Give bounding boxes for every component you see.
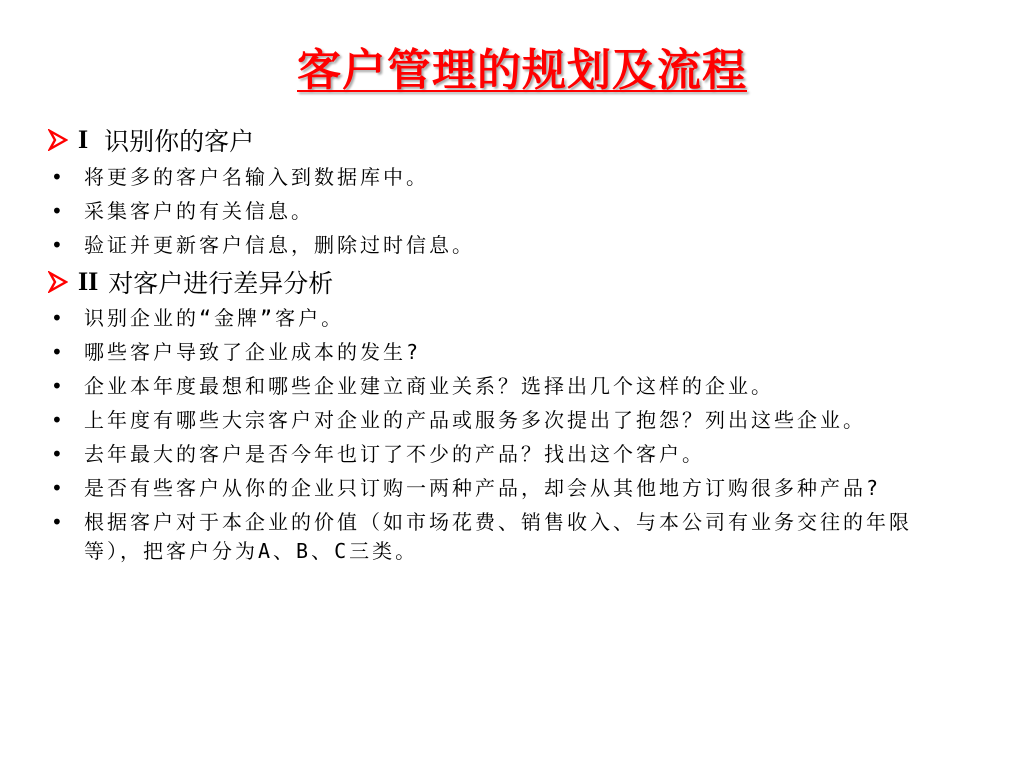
bullet-dot-icon: • — [51, 510, 63, 534]
list-item — [48, 406, 968, 435]
bullet-dot-icon: • — [51, 165, 63, 189]
bullet-dot-icon: • — [51, 233, 63, 257]
item-text: 采集客户的有关信息。 — [84, 199, 314, 223]
list-item — [48, 508, 968, 566]
list-item — [48, 304, 968, 333]
section-number: II — [78, 267, 99, 296]
item-text: 是否有些客户从你的企业只订购一两种产品，却会从其他地方订购很多种产品? — [84, 476, 882, 500]
bullet-dot-icon: • — [51, 408, 63, 432]
list-item — [48, 474, 968, 503]
bullet-dot-icon: • — [51, 442, 63, 466]
list-item — [48, 231, 968, 260]
list-item — [48, 338, 968, 367]
item-text: 将更多的客户名输入到数据库中。 — [84, 165, 429, 189]
list-item — [48, 197, 968, 226]
item-text: 识别企业的“金牌”客户。 — [84, 306, 345, 330]
list-item — [48, 372, 968, 401]
item-text: 上年度有哪些大宗客户对企业的产品或服务多次提出了抱怨？列出这些企业。 — [84, 408, 866, 432]
section-2-list — [48, 304, 968, 566]
red-arrow-icon — [48, 129, 68, 151]
section-label: 对客户进行差异分析 — [108, 269, 334, 298]
section-label: 识别你的客户 — [104, 127, 255, 156]
item-text: 去年最大的客户是否今年也订了不少的产品？找出这个客户。 — [84, 442, 705, 466]
item-text: 企业本年度最想和哪些企业建立商业关系？选择出几个这样的企业。 — [84, 374, 774, 398]
bullet-dot-icon: • — [51, 374, 63, 398]
list-item — [48, 163, 968, 192]
page-title: 客户管理的规划及流程 — [297, 45, 747, 96]
section-heading-2 — [48, 264, 968, 300]
bullet-dot-icon: • — [51, 199, 63, 223]
bullet-dot-icon: • — [51, 476, 63, 500]
item-text: 根据客户对于本企业的价值（如市场花费、销售收入、与本公司有业务交往的年限等），把客户分为A、B、C三类。 — [84, 510, 912, 563]
section-number: I — [78, 125, 89, 154]
content — [48, 122, 968, 571]
item-text: 哪些客户导致了企业成本的发生? — [84, 340, 422, 364]
item-text: 验证并更新客户信息，删除过时信息。 — [84, 233, 475, 257]
section-1-list — [48, 163, 968, 260]
list-item — [48, 440, 968, 469]
section-heading-1 — [48, 122, 968, 158]
red-arrow-icon — [48, 271, 68, 293]
bullet-dot-icon: • — [51, 340, 63, 364]
bullet-dot-icon: • — [51, 306, 63, 330]
